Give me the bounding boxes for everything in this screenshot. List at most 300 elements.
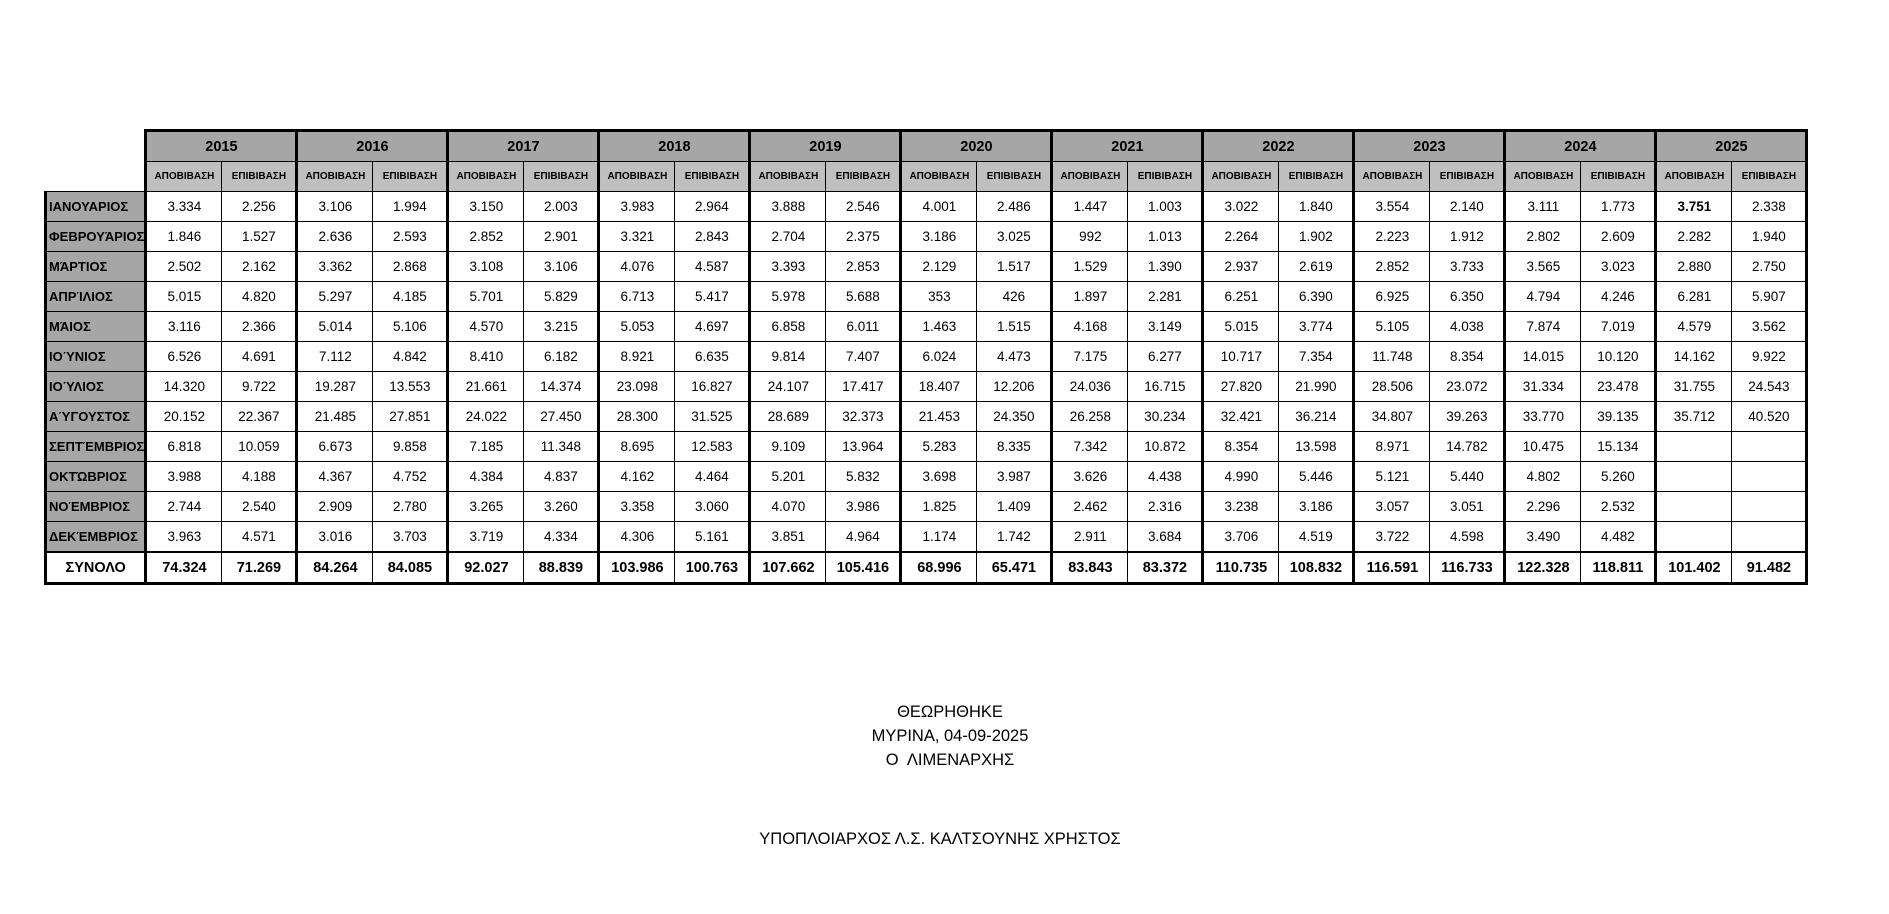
table-cell: 31.525 xyxy=(675,402,750,432)
table-cell: 4.598 xyxy=(1430,522,1505,553)
table-cell: 12.206 xyxy=(977,372,1052,402)
table-cell: 5.978 xyxy=(750,282,826,312)
year-header-2020: 2020 xyxy=(901,131,1052,162)
embarkation-header: ΕΠΙΒΙΒΑΣΗ xyxy=(1581,162,1656,192)
total-cell: 68.996 xyxy=(901,552,977,584)
table-cell: 3.888 xyxy=(750,192,826,222)
table-cell: 3.023 xyxy=(1581,252,1656,282)
table-cell: 4.070 xyxy=(750,492,826,522)
month-label: ΦΕΒΡΟΥΆΡΙΟΣ xyxy=(46,222,146,252)
table-cell: 17.417 xyxy=(826,372,901,402)
table-cell: 2.704 xyxy=(750,222,826,252)
table-cell: 3.562 xyxy=(1732,312,1807,342)
table-cell: 3.554 xyxy=(1354,192,1430,222)
table-cell: 23.072 xyxy=(1430,372,1505,402)
total-cell: 107.662 xyxy=(750,552,826,584)
table-row xyxy=(46,492,1807,522)
table-cell: 1.994 xyxy=(373,192,448,222)
year-header-2021: 2021 xyxy=(1052,131,1203,162)
table-cell: 7.342 xyxy=(1052,432,1128,462)
month-label: ΙΟΎΛΙΟΣ xyxy=(46,372,146,402)
year-header-2019: 2019 xyxy=(750,131,901,162)
table-cell: 1.742 xyxy=(977,522,1052,553)
table-cell: 4.570 xyxy=(448,312,524,342)
table-row xyxy=(46,192,1807,222)
table-cell: 3.626 xyxy=(1052,462,1128,492)
table-cell: 4.473 xyxy=(977,342,1052,372)
embarkation-header: ΕΠΙΒΙΒΑΣΗ xyxy=(1279,162,1354,192)
table-cell: 7.407 xyxy=(826,342,901,372)
table-cell: 3.025 xyxy=(977,222,1052,252)
table-cell: 10.717 xyxy=(1203,342,1279,372)
table-cell: 1.515 xyxy=(977,312,1052,342)
total-cell: 110.735 xyxy=(1203,552,1279,584)
disembarkation-header: ΑΠΟΒΙΒΑΣΗ xyxy=(599,162,675,192)
table-cell: 4.752 xyxy=(373,462,448,492)
table-cell: 6.251 xyxy=(1203,282,1279,312)
table-cell: 4.464 xyxy=(675,462,750,492)
table-cell: 6.390 xyxy=(1279,282,1354,312)
table-cell: 3.490 xyxy=(1505,522,1581,553)
table-cell: 2.911 xyxy=(1052,522,1128,553)
table-row xyxy=(46,462,1807,492)
table-cell: 24.022 xyxy=(448,402,524,432)
total-cell: 118.811 xyxy=(1581,552,1656,584)
table-cell: 4.168 xyxy=(1052,312,1128,342)
table-cell: 5.106 xyxy=(373,312,448,342)
table-cell: 6.858 xyxy=(750,312,826,342)
table-cell: 2.129 xyxy=(901,252,977,282)
table-cell: 2.540 xyxy=(222,492,297,522)
table-cell: 992 xyxy=(1052,222,1128,252)
table-cell: 10.059 xyxy=(222,432,297,462)
table-cell: 4.579 xyxy=(1656,312,1732,342)
table-cell: 5.440 xyxy=(1430,462,1505,492)
table-cell: 5.014 xyxy=(297,312,373,342)
year-header-2025: 2025 xyxy=(1656,131,1807,162)
table-cell: 8.921 xyxy=(599,342,675,372)
table-cell: 14.782 xyxy=(1430,432,1505,462)
signature-block xyxy=(740,700,1160,772)
table-cell: 20.152 xyxy=(146,402,222,432)
table-cell: 27.450 xyxy=(524,402,599,432)
total-cell: 84.264 xyxy=(297,552,373,584)
table-cell: 21.453 xyxy=(901,402,977,432)
table-cell xyxy=(1656,492,1732,522)
table-cell: 1.773 xyxy=(1581,192,1656,222)
table-cell: 2.636 xyxy=(297,222,373,252)
table-cell xyxy=(1656,522,1732,553)
table-cell: 1.390 xyxy=(1128,252,1203,282)
embarkation-header: ΕΠΙΒΙΒΑΣΗ xyxy=(1128,162,1203,192)
table-cell: 6.925 xyxy=(1354,282,1430,312)
table-cell: 2.338 xyxy=(1732,192,1807,222)
table-cell: 2.296 xyxy=(1505,492,1581,522)
signatory-name: ΥΠΟΠΛΟΙΑΡΧΟΣ Λ.Σ. ΚΑΛΤΣΟΥΝΗΣ ΧΡΗΣΤΟΣ xyxy=(759,830,1121,848)
table-cell xyxy=(1732,492,1807,522)
table-cell: 3.358 xyxy=(599,492,675,522)
table-row xyxy=(46,282,1807,312)
table-cell: 32.373 xyxy=(826,402,901,432)
table-cell: 11.348 xyxy=(524,432,599,462)
total-cell: 88.839 xyxy=(524,552,599,584)
table-cell: 2.486 xyxy=(977,192,1052,222)
total-cell: 71.269 xyxy=(222,552,297,584)
table-cell: 1.912 xyxy=(1430,222,1505,252)
total-cell: 91.482 xyxy=(1732,552,1807,584)
month-label: ΣΕΠΤΈΜΒΡΙΟΣ xyxy=(46,432,146,462)
table-cell: 3.963 xyxy=(146,522,222,553)
month-label: ΔΕΚΈΜΒΡΙΟΣ xyxy=(46,522,146,553)
table-cell: 8.410 xyxy=(448,342,524,372)
table-cell: 3.719 xyxy=(448,522,524,553)
table-row xyxy=(46,402,1807,432)
table-cell: 5.832 xyxy=(826,462,901,492)
disembarkation-header: ΑΠΟΒΙΒΑΣΗ xyxy=(1505,162,1581,192)
table-cell: 3.987 xyxy=(977,462,1052,492)
table-cell: 1.174 xyxy=(901,522,977,553)
table-cell: 21.485 xyxy=(297,402,373,432)
table-cell: 28.689 xyxy=(750,402,826,432)
table-cell: 353 xyxy=(901,282,977,312)
table-cell: 2.546 xyxy=(826,192,901,222)
table-cell: 4.001 xyxy=(901,192,977,222)
embarkation-header: ΕΠΙΒΙΒΑΣΗ xyxy=(977,162,1052,192)
total-cell: 65.471 xyxy=(977,552,1052,584)
year-header-2017: 2017 xyxy=(448,131,599,162)
table-cell: 4.837 xyxy=(524,462,599,492)
table-cell: 4.842 xyxy=(373,342,448,372)
table-cell: 4.697 xyxy=(675,312,750,342)
table-cell: 2.880 xyxy=(1656,252,1732,282)
total-cell: 100.763 xyxy=(675,552,750,584)
table-cell: 13.553 xyxy=(373,372,448,402)
table-cell: 4.482 xyxy=(1581,522,1656,553)
table-cell: 5.417 xyxy=(675,282,750,312)
total-cell: 83.843 xyxy=(1052,552,1128,584)
table-cell: 5.297 xyxy=(297,282,373,312)
table-cell: 4.802 xyxy=(1505,462,1581,492)
table-cell: 2.593 xyxy=(373,222,448,252)
table-cell: 24.543 xyxy=(1732,372,1807,402)
table-row xyxy=(46,432,1807,462)
table-cell: 21.661 xyxy=(448,372,524,402)
table-cell: 2.619 xyxy=(1279,252,1354,282)
table-cell: 2.264 xyxy=(1203,222,1279,252)
table-cell: 6.713 xyxy=(599,282,675,312)
table-cell: 39.135 xyxy=(1581,402,1656,432)
disembarkation-header: ΑΠΟΒΙΒΑΣΗ xyxy=(1656,162,1732,192)
table-cell: 4.246 xyxy=(1581,282,1656,312)
table-cell: 4.990 xyxy=(1203,462,1279,492)
table-cell: 2.909 xyxy=(297,492,373,522)
table-cell: 40.520 xyxy=(1732,402,1807,432)
table-cell: 4.185 xyxy=(373,282,448,312)
month-label: ΑΎΓΟΥΣΤΟΣ xyxy=(46,402,146,432)
month-label: ΑΠΡΊΛΙΟΣ xyxy=(46,282,146,312)
total-cell: 116.733 xyxy=(1430,552,1505,584)
table-cell: 7.185 xyxy=(448,432,524,462)
table-cell: 4.162 xyxy=(599,462,675,492)
table-cell: 4.306 xyxy=(599,522,675,553)
table-cell: 7.175 xyxy=(1052,342,1128,372)
table-cell: 31.334 xyxy=(1505,372,1581,402)
year-header-2023: 2023 xyxy=(1354,131,1505,162)
total-cell: 108.832 xyxy=(1279,552,1354,584)
table-cell: 2.223 xyxy=(1354,222,1430,252)
table-cell: 9.814 xyxy=(750,342,826,372)
table-cell: 4.076 xyxy=(599,252,675,282)
table-cell: 2.780 xyxy=(373,492,448,522)
table-cell: 2.502 xyxy=(146,252,222,282)
table-cell: 8.971 xyxy=(1354,432,1430,462)
table-cell: 6.673 xyxy=(297,432,373,462)
table-cell: 24.036 xyxy=(1052,372,1128,402)
table-cell: 6.182 xyxy=(524,342,599,372)
table-cell: 9.922 xyxy=(1732,342,1807,372)
table-cell: 6.011 xyxy=(826,312,901,342)
table-cell: 22.367 xyxy=(222,402,297,432)
table-cell: 2.532 xyxy=(1581,492,1656,522)
table-cell: 23.478 xyxy=(1581,372,1656,402)
table-cell: 8.695 xyxy=(599,432,675,462)
table-cell xyxy=(1732,462,1807,492)
table-cell: 3.238 xyxy=(1203,492,1279,522)
table-cell: 2.462 xyxy=(1052,492,1128,522)
table-cell: 4.384 xyxy=(448,462,524,492)
table-cell: 3.988 xyxy=(146,462,222,492)
table-cell: 4.367 xyxy=(297,462,373,492)
total-cell: 92.027 xyxy=(448,552,524,584)
year-header-2016: 2016 xyxy=(297,131,448,162)
table-cell: 3.698 xyxy=(901,462,977,492)
table-cell: 3.851 xyxy=(750,522,826,553)
table-cell: 18.407 xyxy=(901,372,977,402)
approved-label: ΘΕΩΡΗΘΗΚΕ xyxy=(897,703,1003,721)
table-cell: 21.990 xyxy=(1279,372,1354,402)
table-cell: 35.712 xyxy=(1656,402,1732,432)
embarkation-header: ΕΠΙΒΙΒΑΣΗ xyxy=(1430,162,1505,192)
table-cell: 30.234 xyxy=(1128,402,1203,432)
table-cell: 34.807 xyxy=(1354,402,1430,432)
table-cell: 4.438 xyxy=(1128,462,1203,492)
place-date-line: ΜΥΡΙΝΑ, 04-09-2025 xyxy=(871,727,1029,745)
table-cell: 6.526 xyxy=(146,342,222,372)
table-cell: 3.774 xyxy=(1279,312,1354,342)
disembarkation-header: ΑΠΟΒΙΒΑΣΗ xyxy=(750,162,826,192)
table-cell: 2.843 xyxy=(675,222,750,252)
table-cell: 3.362 xyxy=(297,252,373,282)
table-cell: 32.421 xyxy=(1203,402,1279,432)
table-cell: 4.571 xyxy=(222,522,297,553)
table-cell: 3.260 xyxy=(524,492,599,522)
embarkation-header: ΕΠΙΒΙΒΑΣΗ xyxy=(1732,162,1807,192)
table-cell: 36.214 xyxy=(1279,402,1354,432)
table-cell: 27.820 xyxy=(1203,372,1279,402)
table-cell: 2.852 xyxy=(1354,252,1430,282)
table-cell: 14.015 xyxy=(1505,342,1581,372)
table-cell: 8.354 xyxy=(1430,342,1505,372)
table-cell: 8.335 xyxy=(977,432,1052,462)
total-cell: 101.402 xyxy=(1656,552,1732,584)
table-cell: 2.281 xyxy=(1128,282,1203,312)
table-cell: 13.964 xyxy=(826,432,901,462)
table-row xyxy=(46,222,1807,252)
sub-header-row xyxy=(46,162,1807,192)
harbour-master-title: Ο ΛΙΜΕΝΑΡΧΗΣ xyxy=(885,751,1015,769)
table-cell: 6.024 xyxy=(901,342,977,372)
table-cell: 5.260 xyxy=(1581,462,1656,492)
table-cell xyxy=(1732,522,1807,553)
total-cell: 105.416 xyxy=(826,552,901,584)
table-cell: 2.140 xyxy=(1430,192,1505,222)
table-cell: 3.057 xyxy=(1354,492,1430,522)
table-cell: 27.851 xyxy=(373,402,448,432)
table-cell: 14.162 xyxy=(1656,342,1732,372)
table-cell: 2.868 xyxy=(373,252,448,282)
table-body xyxy=(46,192,1807,584)
year-header-2022: 2022 xyxy=(1203,131,1354,162)
month-label: ΟΚΤΏΒΡΙΟΣ xyxy=(46,462,146,492)
table-cell: 5.688 xyxy=(826,282,901,312)
table-cell: 1.897 xyxy=(1052,282,1128,312)
table-cell: 3.106 xyxy=(524,252,599,282)
blank-corner-cell xyxy=(46,131,146,162)
disembarkation-header: ΑΠΟΒΙΒΑΣΗ xyxy=(1052,162,1128,192)
table-cell: 3.565 xyxy=(1505,252,1581,282)
table-cell: 19.287 xyxy=(297,372,373,402)
table-cell: 28.506 xyxy=(1354,372,1430,402)
table-cell: 7.112 xyxy=(297,342,373,372)
total-cell: 122.328 xyxy=(1505,552,1581,584)
table-cell: 3.983 xyxy=(599,192,675,222)
table-cell: 39.263 xyxy=(1430,402,1505,432)
table-cell: 5.701 xyxy=(448,282,524,312)
passenger-statistics-table xyxy=(44,129,1808,585)
table-cell: 10.120 xyxy=(1581,342,1656,372)
table-cell: 2.853 xyxy=(826,252,901,282)
table-cell: 6.635 xyxy=(675,342,750,372)
table-cell: 26.258 xyxy=(1052,402,1128,432)
table-cell: 2.964 xyxy=(675,192,750,222)
table-cell: 6.281 xyxy=(1656,282,1732,312)
embarkation-header: ΕΠΙΒΙΒΑΣΗ xyxy=(524,162,599,192)
table-cell: 1.529 xyxy=(1052,252,1128,282)
table-row xyxy=(46,252,1807,282)
table-cell: 5.121 xyxy=(1354,462,1430,492)
table-cell: 6.818 xyxy=(146,432,222,462)
table-cell: 4.794 xyxy=(1505,282,1581,312)
embarkation-header: ΕΠΙΒΙΒΑΣΗ xyxy=(222,162,297,192)
table-cell: 10.872 xyxy=(1128,432,1203,462)
table-cell: 7.354 xyxy=(1279,342,1354,372)
table-cell: 1.940 xyxy=(1732,222,1807,252)
disembarkation-header: ΑΠΟΒΙΒΑΣΗ xyxy=(297,162,373,192)
table-cell: 3.016 xyxy=(297,522,373,553)
total-cell: 116.591 xyxy=(1354,552,1430,584)
table-cell: 2.744 xyxy=(146,492,222,522)
total-cell: 103.986 xyxy=(599,552,675,584)
table-cell: 31.755 xyxy=(1656,372,1732,402)
table-cell: 3.215 xyxy=(524,312,599,342)
table-cell: 16.827 xyxy=(675,372,750,402)
table-cell: 9.109 xyxy=(750,432,826,462)
table-cell: 3.393 xyxy=(750,252,826,282)
table-cell: 5.015 xyxy=(146,282,222,312)
table-cell: 13.598 xyxy=(1279,432,1354,462)
table-cell: 3.150 xyxy=(448,192,524,222)
table-cell: 4.188 xyxy=(222,462,297,492)
disembarkation-header: ΑΠΟΒΙΒΑΣΗ xyxy=(1354,162,1430,192)
table-cell: 5.161 xyxy=(675,522,750,553)
table-cell: 2.609 xyxy=(1581,222,1656,252)
table-cell: 28.300 xyxy=(599,402,675,432)
table-cell: 3.108 xyxy=(448,252,524,282)
table-cell: 3.321 xyxy=(599,222,675,252)
table-cell: 3.186 xyxy=(1279,492,1354,522)
table-cell: 3.106 xyxy=(297,192,373,222)
table-cell: 5.907 xyxy=(1732,282,1807,312)
table-cell: 11.748 xyxy=(1354,342,1430,372)
disembarkation-header: ΑΠΟΒΙΒΑΣΗ xyxy=(901,162,977,192)
table-cell: 3.751 xyxy=(1656,192,1732,222)
table-cell: 9.722 xyxy=(222,372,297,402)
total-cell: 83.372 xyxy=(1128,552,1203,584)
embarkation-header: ΕΠΙΒΙΒΑΣΗ xyxy=(675,162,750,192)
table-cell: 3.334 xyxy=(146,192,222,222)
table-cell: 1.840 xyxy=(1279,192,1354,222)
disembarkation-header: ΑΠΟΒΙΒΑΣΗ xyxy=(1203,162,1279,192)
year-header-2024: 2024 xyxy=(1505,131,1656,162)
table-cell: 2.282 xyxy=(1656,222,1732,252)
month-label: ΙΑΝΟΥΑΡΙΟΣ xyxy=(46,192,146,222)
blank-corner-cell xyxy=(46,162,146,192)
table-cell: 2.256 xyxy=(222,192,297,222)
table-row xyxy=(46,312,1807,342)
total-label: ΣΥΝΟΛΟ xyxy=(46,552,146,584)
table-cell: 4.820 xyxy=(222,282,297,312)
total-cell: 74.324 xyxy=(146,552,222,584)
table-cell: 3.265 xyxy=(448,492,524,522)
table-cell: 1.902 xyxy=(1279,222,1354,252)
table-cell: 12.583 xyxy=(675,432,750,462)
table-row xyxy=(46,522,1807,553)
table-cell: 3.706 xyxy=(1203,522,1279,553)
month-label: ΝΟΈΜΒΡΙΟΣ xyxy=(46,492,146,522)
table-cell: 2.162 xyxy=(222,252,297,282)
table-cell: 3.022 xyxy=(1203,192,1279,222)
disembarkation-header: ΑΠΟΒΙΒΑΣΗ xyxy=(146,162,222,192)
table-cell: 1.825 xyxy=(901,492,977,522)
table-cell: 7.874 xyxy=(1505,312,1581,342)
table-cell: 5.053 xyxy=(599,312,675,342)
table-cell: 1.003 xyxy=(1128,192,1203,222)
table-cell: 2.852 xyxy=(448,222,524,252)
table-cell: 3.733 xyxy=(1430,252,1505,282)
table-cell xyxy=(1732,432,1807,462)
month-label: ΙΟΎΝΙΟΣ xyxy=(46,342,146,372)
table-cell: 3.111 xyxy=(1505,192,1581,222)
table-cell: 1.846 xyxy=(146,222,222,252)
table-cell: 4.519 xyxy=(1279,522,1354,553)
table-cell: 2.901 xyxy=(524,222,599,252)
table-cell: 4.691 xyxy=(222,342,297,372)
table-cell: 6.350 xyxy=(1430,282,1505,312)
table-cell: 2.375 xyxy=(826,222,901,252)
table-cell: 7.019 xyxy=(1581,312,1656,342)
table-cell xyxy=(1656,462,1732,492)
table-cell: 23.098 xyxy=(599,372,675,402)
